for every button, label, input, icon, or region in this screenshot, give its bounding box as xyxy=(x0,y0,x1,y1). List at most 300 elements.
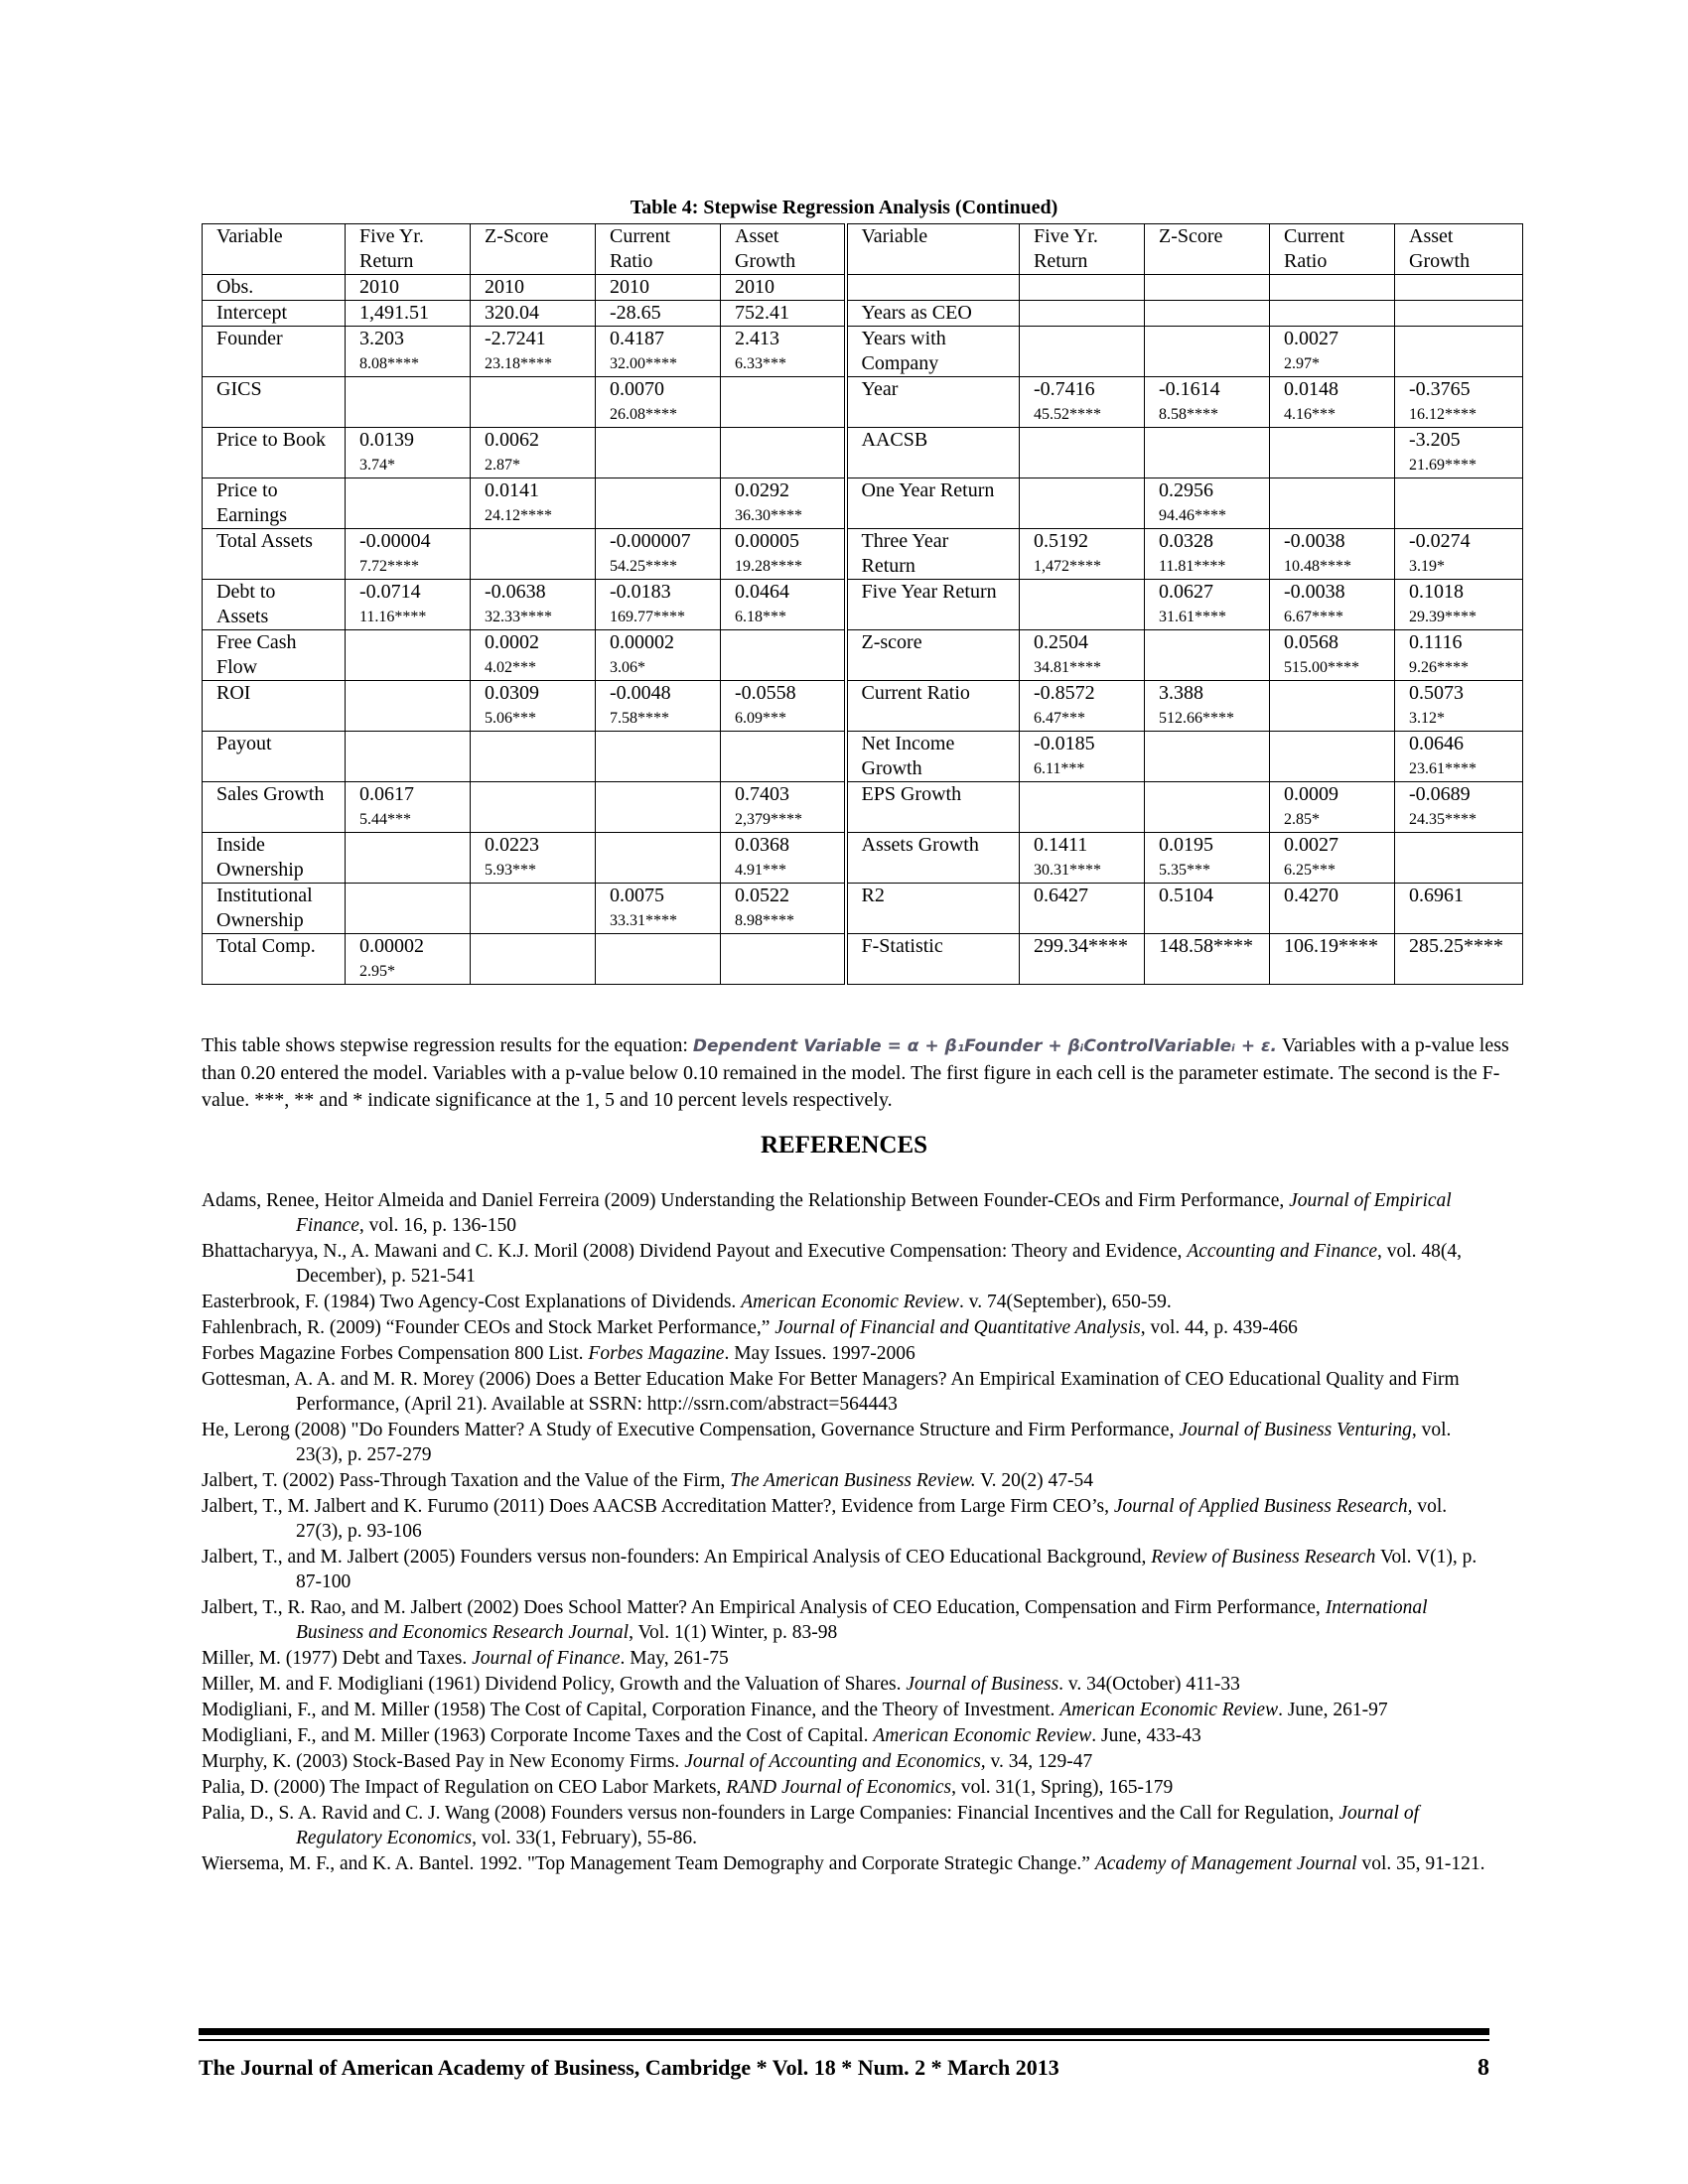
cell-primary: -0.3765 xyxy=(1409,378,1471,400)
reference-item xyxy=(202,1315,1492,1340)
value-cell xyxy=(1020,884,1145,934)
reference-pre: Easterbrook, F. (1984) Two Agency-Cost Explanations of Dividends. xyxy=(202,1292,742,1312)
reference-item xyxy=(202,1801,1492,1850)
cell-fvalue: 33.31**** xyxy=(610,912,677,929)
variable-cell xyxy=(846,934,1020,985)
reference-item xyxy=(202,1646,1492,1671)
cell-primary: 0.0075 xyxy=(610,885,664,906)
cell-primary: 0.0568 xyxy=(1284,631,1338,653)
cell-primary: -0.00004 xyxy=(359,530,431,552)
reference-item xyxy=(202,1188,1492,1238)
table-row xyxy=(203,428,1523,478)
value-cell xyxy=(1270,580,1395,630)
cell-primary: -2.7241 xyxy=(485,328,546,349)
value-cell xyxy=(1395,327,1523,377)
table-row xyxy=(203,681,1523,732)
regression-table xyxy=(202,223,1523,985)
cell-primary: 0.5104 xyxy=(1159,885,1213,906)
reference-post: v. 34, 129-47 xyxy=(985,1751,1093,1772)
page-footer xyxy=(199,2055,1489,2081)
cell-primary: Years as CEO xyxy=(861,302,972,324)
cell-primary: 0.0139 xyxy=(359,429,414,451)
value-cell xyxy=(721,301,846,327)
value-cell xyxy=(1395,884,1523,934)
table-note xyxy=(202,1032,1522,1114)
cell-fvalue: 23.18**** xyxy=(485,355,552,372)
table-body xyxy=(203,275,1523,985)
table-row xyxy=(203,275,1523,301)
variable-cell xyxy=(203,681,346,732)
cell-fvalue: 5.44*** xyxy=(359,811,411,828)
value-cell xyxy=(596,377,721,428)
value-cell xyxy=(471,275,596,301)
cell-primary: 0.0646 xyxy=(1409,733,1464,754)
reference-item xyxy=(202,1749,1492,1774)
reference-post: , vol. 23(3), p. 257-279 xyxy=(296,1420,1452,1465)
value-cell xyxy=(1270,732,1395,782)
cell-primary: -0.0689 xyxy=(1409,783,1471,805)
reference-post: V. 20(2) 47-54 xyxy=(975,1470,1094,1491)
value-cell xyxy=(346,732,471,782)
reference-post: , vol. 31(1, Spring), 165-179 xyxy=(951,1777,1174,1798)
reference-item xyxy=(202,1494,1492,1544)
regression-equation: Dependent Variable = α + β₁Founder + βᵢControlVariableᵢ + ε. xyxy=(692,1036,1277,1056)
cell-primary: -0.000007 xyxy=(610,530,691,552)
value-cell xyxy=(1270,833,1395,884)
table-row xyxy=(203,301,1523,327)
reference-pre: Jalbert, T. (2002) Pass-Through Taxation and the Value of the Firm, xyxy=(202,1470,731,1491)
cell-fvalue: 24.12**** xyxy=(485,507,552,524)
cell-primary: -0.8572 xyxy=(1034,682,1095,704)
value-cell xyxy=(1270,275,1395,301)
variable-cell xyxy=(846,884,1020,934)
reference-item xyxy=(202,1545,1492,1594)
cell-primary: AACSB xyxy=(861,429,928,451)
reference-post: , vol. 33(1, February), 55-86. xyxy=(472,1828,698,1848)
col-header: Z-Score xyxy=(471,224,596,275)
reference-post: . June, 433-43 xyxy=(1091,1725,1201,1746)
cell-primary: Founder xyxy=(216,328,283,349)
reference-item xyxy=(202,1851,1492,1876)
value-cell xyxy=(721,428,846,478)
value-cell xyxy=(1395,377,1523,428)
reference-pre: Palia, D., S. A. Ravid and C. J. Wang (2008) Founders versus non-founders in Large Companies: Financial Incentives and the Call for Regulation, xyxy=(202,1803,1339,1824)
cell-primary: 0.0002 xyxy=(485,631,539,653)
cell-primary: 752.41 xyxy=(735,302,789,324)
value-cell xyxy=(721,327,846,377)
cell-primary: 0.0328 xyxy=(1159,530,1213,552)
cell-fvalue: 5.06*** xyxy=(485,710,536,727)
reference-pre: Jalbert, T., M. Jalbert and K. Furumo (2011) Does AACSB Accreditation Matter?, Evidence from Large Firm CEO’s, xyxy=(202,1496,1114,1517)
cell-primary: Net Income Growth xyxy=(861,733,955,779)
value-cell xyxy=(471,478,596,529)
reference-pre: He, Lerong (2008) "Do Founders Matter? A Study of Executive Compensation, Governance Structure and Firm Performance, xyxy=(202,1420,1180,1440)
cell-primary: -28.65 xyxy=(610,302,661,324)
col-header: Asset Growth xyxy=(1395,224,1523,275)
value-cell xyxy=(1270,934,1395,985)
reference-em: Journal of Financial and Quantitative Analysis xyxy=(774,1317,1141,1338)
variable-cell xyxy=(203,428,346,478)
value-cell xyxy=(1395,732,1523,782)
reference-post: . v. 74(September), 650-59. xyxy=(959,1292,1172,1312)
table-row xyxy=(203,478,1523,529)
value-cell xyxy=(721,630,846,681)
reference-item xyxy=(202,1290,1492,1314)
value-cell xyxy=(721,580,846,630)
value-cell xyxy=(1020,681,1145,732)
cell-fvalue: 5.35*** xyxy=(1159,862,1210,879)
value-cell xyxy=(1270,478,1395,529)
table-row xyxy=(203,934,1523,985)
cell-fvalue: 16.12**** xyxy=(1409,406,1477,423)
reference-em: American Economic Review xyxy=(1059,1700,1279,1720)
cell-fvalue: 23.61**** xyxy=(1409,760,1477,777)
cell-fvalue: 31.61**** xyxy=(1159,609,1226,625)
reference-post: , Vol. 1(1) Winter, p. 83-98 xyxy=(629,1622,838,1643)
cell-fvalue: 24.35**** xyxy=(1409,811,1477,828)
value-cell xyxy=(1020,327,1145,377)
cell-primary: 0.5192 xyxy=(1034,530,1088,552)
cell-primary: 2010 xyxy=(485,276,524,298)
value-cell xyxy=(596,428,721,478)
reference-item xyxy=(202,1698,1492,1722)
value-cell xyxy=(1020,301,1145,327)
cell-primary: 3.388 xyxy=(1159,682,1203,704)
table-row xyxy=(203,377,1523,428)
reference-post: vol. 35, 91-121. xyxy=(1356,1853,1485,1874)
cell-fvalue: 3.12* xyxy=(1409,710,1445,727)
value-cell xyxy=(596,301,721,327)
value-cell xyxy=(1395,630,1523,681)
cell-primary: Inside Ownership xyxy=(216,834,304,881)
reference-item xyxy=(202,1418,1492,1467)
reference-pre: Fahlenbrach, R. (2009) “Founder CEOs and Stock Market Performance,” xyxy=(202,1317,775,1338)
reference-pre: Gottesman, A. A. and M. R. Morey (2006) Does a Better Education Make For Better Managers? An Empirical Examination of CEO Educational Quality and Firm Performance, (April 21). Available at SSRN: http://ssrn.com/abstract=564443 xyxy=(202,1369,1460,1415)
cell-primary: 0.4187 xyxy=(610,328,664,349)
value-cell xyxy=(596,732,721,782)
value-cell xyxy=(596,529,721,580)
cell-fvalue: 3.06* xyxy=(610,659,645,676)
cell-primary: Institutional Ownership xyxy=(216,885,313,931)
cell-primary: Price to Earnings xyxy=(216,479,288,526)
value-cell xyxy=(1145,782,1270,833)
value-cell xyxy=(471,833,596,884)
variable-cell xyxy=(203,630,346,681)
cell-primary: 0.0027 xyxy=(1284,834,1338,856)
reference-em: Journal of Regulatory Economics xyxy=(296,1803,1420,1848)
value-cell xyxy=(346,934,471,985)
value-cell xyxy=(721,934,846,985)
variable-cell xyxy=(203,934,346,985)
cell-fvalue: 94.46**** xyxy=(1159,507,1226,524)
value-cell xyxy=(1020,377,1145,428)
value-cell xyxy=(1020,630,1145,681)
col-header: Asset Growth xyxy=(721,224,846,275)
variable-cell xyxy=(203,782,346,833)
value-cell xyxy=(596,833,721,884)
value-cell xyxy=(346,630,471,681)
cell-primary: 285.25**** xyxy=(1409,935,1503,957)
cell-fvalue: 11.81**** xyxy=(1159,558,1226,575)
cell-primary: -0.0048 xyxy=(610,682,671,704)
cell-primary: Price to Book xyxy=(216,429,326,451)
value-cell xyxy=(471,782,596,833)
cell-fvalue: 7.58**** xyxy=(610,710,669,727)
cell-fvalue: 11.16**** xyxy=(359,609,427,625)
value-cell xyxy=(471,580,596,630)
reference-post: . May, 261-75 xyxy=(620,1648,729,1669)
cell-fvalue: 169.77**** xyxy=(610,609,685,625)
cell-fvalue: 19.28**** xyxy=(735,558,802,575)
variable-cell xyxy=(203,884,346,934)
table-row xyxy=(203,884,1523,934)
variable-cell xyxy=(846,782,1020,833)
col-header: Five Yr. Return xyxy=(346,224,471,275)
variable-cell xyxy=(846,833,1020,884)
cell-fvalue: 2,379**** xyxy=(735,811,802,828)
value-cell xyxy=(346,478,471,529)
cell-fvalue: 34.81**** xyxy=(1034,659,1101,676)
cell-primary: One Year Return xyxy=(861,479,995,501)
cell-primary: 0.00002 xyxy=(610,631,674,653)
value-cell xyxy=(1020,732,1145,782)
cell-fvalue: 4.91*** xyxy=(735,862,786,879)
value-cell xyxy=(721,732,846,782)
col-header: Variable xyxy=(203,224,346,275)
reference-pre: Jalbert, T., and M. Jalbert (2005) Founders versus non-founders: An Empirical Analysis of CEO Educational Background, xyxy=(202,1547,1152,1568)
value-cell xyxy=(346,833,471,884)
value-cell xyxy=(596,478,721,529)
value-cell xyxy=(1145,275,1270,301)
cell-primary: 1,491.51 xyxy=(359,302,429,324)
table-row xyxy=(203,782,1523,833)
value-cell xyxy=(346,301,471,327)
reference-item xyxy=(202,1341,1492,1366)
cell-primary: -0.0638 xyxy=(485,581,546,603)
cell-fvalue: 1,472**** xyxy=(1034,558,1101,575)
cell-primary: 0.0027 xyxy=(1284,328,1338,349)
cell-primary: 3.203 xyxy=(359,328,404,349)
value-cell xyxy=(596,275,721,301)
cell-primary: -0.0274 xyxy=(1409,530,1471,552)
cell-fvalue: 8.08**** xyxy=(359,355,419,372)
variable-cell xyxy=(846,580,1020,630)
cell-primary: EPS Growth xyxy=(861,783,962,805)
reference-em: Journal of Business xyxy=(906,1674,1059,1695)
cell-fvalue: 32.33**** xyxy=(485,609,552,625)
value-cell xyxy=(1270,529,1395,580)
reference-item xyxy=(202,1239,1492,1289)
table-title: Table 4: Stepwise Regression Analysis (Continued) xyxy=(630,197,1058,218)
variable-cell xyxy=(203,529,346,580)
col-header: Current Ratio xyxy=(1270,224,1395,275)
reference-item xyxy=(202,1468,1492,1493)
cell-primary: Debt to Assets xyxy=(216,581,276,627)
value-cell xyxy=(471,934,596,985)
value-cell xyxy=(346,529,471,580)
cell-primary: 0.0009 xyxy=(1284,783,1338,805)
variable-cell xyxy=(846,428,1020,478)
variable-cell xyxy=(846,327,1020,377)
reference-pre: Wiersema, M. F., and K. A. Bantel. 1992. "Top Management Team Demography and Corporate Strategic Change.” xyxy=(202,1853,1095,1874)
cell-fvalue: 9.26**** xyxy=(1409,659,1469,676)
references-list xyxy=(202,1188,1492,1877)
value-cell xyxy=(1395,529,1523,580)
table-row xyxy=(203,630,1523,681)
value-cell xyxy=(346,580,471,630)
value-cell xyxy=(346,377,471,428)
value-cell xyxy=(346,327,471,377)
variable-cell xyxy=(846,630,1020,681)
value-cell xyxy=(596,630,721,681)
value-cell xyxy=(1270,681,1395,732)
reference-pre: Jalbert, T., R. Rao, and M. Jalbert (2002) Does School Matter? An Empirical Analysis of CEO Education, Compensation and Firm Performance, xyxy=(202,1597,1326,1618)
variable-cell xyxy=(203,377,346,428)
cell-primary: -0.0714 xyxy=(359,581,421,603)
reference-em: American Economic Review xyxy=(741,1292,960,1312)
value-cell xyxy=(1270,782,1395,833)
cell-primary: F-Statistic xyxy=(861,935,943,957)
value-cell xyxy=(1145,478,1270,529)
variable-cell xyxy=(203,580,346,630)
cell-fvalue: 6.33*** xyxy=(735,355,786,372)
value-cell xyxy=(1270,327,1395,377)
cell-primary: Three Year Return xyxy=(861,530,949,577)
cell-primary: Free Cash Flow xyxy=(216,631,297,678)
cell-primary: 0.2504 xyxy=(1034,631,1088,653)
reference-pre: Modigliani, F., and M. Miller (1958) The Cost of Capital, Corporation Finance, and the Theory of Investment. xyxy=(202,1700,1060,1720)
reference-pre: Forbes Magazine Forbes Compensation 800 List. xyxy=(202,1343,589,1364)
cell-fvalue: 3.74* xyxy=(359,457,395,474)
reference-item xyxy=(202,1367,1492,1417)
reference-pre: Murphy, K. (2003) Stock-Based Pay in New Economy Firms. xyxy=(202,1751,685,1772)
reference-item xyxy=(202,1775,1492,1800)
variable-cell xyxy=(846,301,1020,327)
cell-fvalue: 6.47*** xyxy=(1034,710,1085,727)
value-cell xyxy=(721,377,846,428)
cell-primary: 0.0223 xyxy=(485,834,539,856)
cell-primary: -0.0038 xyxy=(1284,581,1345,603)
value-cell xyxy=(1020,428,1145,478)
cell-primary: 0.0062 xyxy=(485,429,539,451)
reference-post: , vol. 48(4, December), p. 521-541 xyxy=(296,1241,1463,1287)
cell-fvalue: 36.30**** xyxy=(735,507,802,524)
value-cell xyxy=(1395,428,1523,478)
cell-fvalue: 6.11*** xyxy=(1034,760,1085,777)
cell-fvalue: 2.97* xyxy=(1284,355,1320,372)
col-header: Current Ratio xyxy=(596,224,721,275)
value-cell xyxy=(1145,301,1270,327)
value-cell xyxy=(1395,681,1523,732)
value-cell xyxy=(346,275,471,301)
cell-primary: 0.0522 xyxy=(735,885,789,906)
cell-primary: 0.6961 xyxy=(1409,885,1464,906)
cell-primary: 0.0141 xyxy=(485,479,539,501)
cell-fvalue: 2.87* xyxy=(485,457,520,474)
cell-primary: -0.0185 xyxy=(1034,733,1095,754)
value-cell xyxy=(721,681,846,732)
cell-fvalue: 30.31**** xyxy=(1034,862,1101,879)
cell-fvalue: 54.25**** xyxy=(610,558,677,575)
cell-primary: 2010 xyxy=(735,276,774,298)
variable-cell xyxy=(846,478,1020,529)
cell-fvalue: 32.00**** xyxy=(610,355,677,372)
cell-fvalue: 2.85* xyxy=(1284,811,1320,828)
value-cell xyxy=(1145,833,1270,884)
reference-em: RAND Journal of Economics xyxy=(726,1777,952,1798)
cell-fvalue: 7.72**** xyxy=(359,558,419,575)
cell-primary: 0.0464 xyxy=(735,581,789,603)
variable-cell xyxy=(846,529,1020,580)
cell-primary: Five Year Return xyxy=(861,581,997,603)
cell-fvalue: 4.16*** xyxy=(1284,406,1336,423)
value-cell xyxy=(471,884,596,934)
cell-fvalue: 3.19* xyxy=(1409,558,1445,575)
reference-pre: Modigliani, F., and M. Miller (1963) Corporate Income Taxes and the Cost of Capital. xyxy=(202,1725,874,1746)
cell-fvalue: 6.25*** xyxy=(1284,862,1336,879)
variable-cell xyxy=(203,478,346,529)
variable-cell xyxy=(846,275,1020,301)
value-cell xyxy=(1145,884,1270,934)
value-cell xyxy=(1395,782,1523,833)
cell-fvalue: 2.95* xyxy=(359,963,395,980)
cell-fvalue: 21.69**** xyxy=(1409,457,1477,474)
variable-cell xyxy=(203,327,346,377)
value-cell xyxy=(471,732,596,782)
cell-primary: 0.2956 xyxy=(1159,479,1213,501)
cell-fvalue: 10.48**** xyxy=(1284,558,1351,575)
value-cell xyxy=(721,478,846,529)
cell-fvalue: 515.00**** xyxy=(1284,659,1359,676)
cell-primary: -0.0558 xyxy=(735,682,796,704)
page-number: 8 xyxy=(1477,2055,1489,2081)
cell-primary: -0.0038 xyxy=(1284,530,1345,552)
variable-cell xyxy=(846,732,1020,782)
cell-primary: -3.205 xyxy=(1409,429,1461,451)
cell-primary: 0.1116 xyxy=(1409,631,1463,653)
value-cell xyxy=(1020,782,1145,833)
cell-primary: 0.0195 xyxy=(1159,834,1213,856)
cell-primary: 0.0627 xyxy=(1159,581,1213,603)
cell-primary: -0.7416 xyxy=(1034,378,1095,400)
col-header: Variable xyxy=(846,224,1020,275)
value-cell xyxy=(346,681,471,732)
reference-item xyxy=(202,1595,1492,1645)
reference-post: , vol. 16, p. 136-150 xyxy=(358,1215,517,1236)
cell-primary: Years with Company xyxy=(861,328,946,374)
reference-pre: Adams, Renee, Heitor Almeida and Daniel Ferreira (2009) Understanding the Relationship Between Founder-CEOs and Firm Performance, xyxy=(202,1190,1290,1211)
cell-primary: 0.00002 xyxy=(359,935,424,957)
reference-em: Journal of Accounting and Economics, xyxy=(684,1751,986,1772)
reference-em: Forbes Magazine xyxy=(588,1343,725,1364)
value-cell xyxy=(1145,681,1270,732)
variable-cell xyxy=(203,301,346,327)
value-cell xyxy=(1270,301,1395,327)
value-cell xyxy=(1145,732,1270,782)
cell-primary: 0.0368 xyxy=(735,834,789,856)
value-cell xyxy=(1020,580,1145,630)
value-cell xyxy=(596,934,721,985)
value-cell xyxy=(471,377,596,428)
cell-primary: 148.58**** xyxy=(1159,935,1253,957)
reference-em: Journal of Empirical Finance xyxy=(296,1190,1452,1236)
cell-fvalue: 6.18*** xyxy=(735,609,786,625)
variable-cell xyxy=(203,732,346,782)
value-cell xyxy=(1395,833,1523,884)
cell-primary: Assets Growth xyxy=(861,834,979,856)
value-cell xyxy=(1270,884,1395,934)
cell-fvalue: 6.67**** xyxy=(1284,609,1343,625)
